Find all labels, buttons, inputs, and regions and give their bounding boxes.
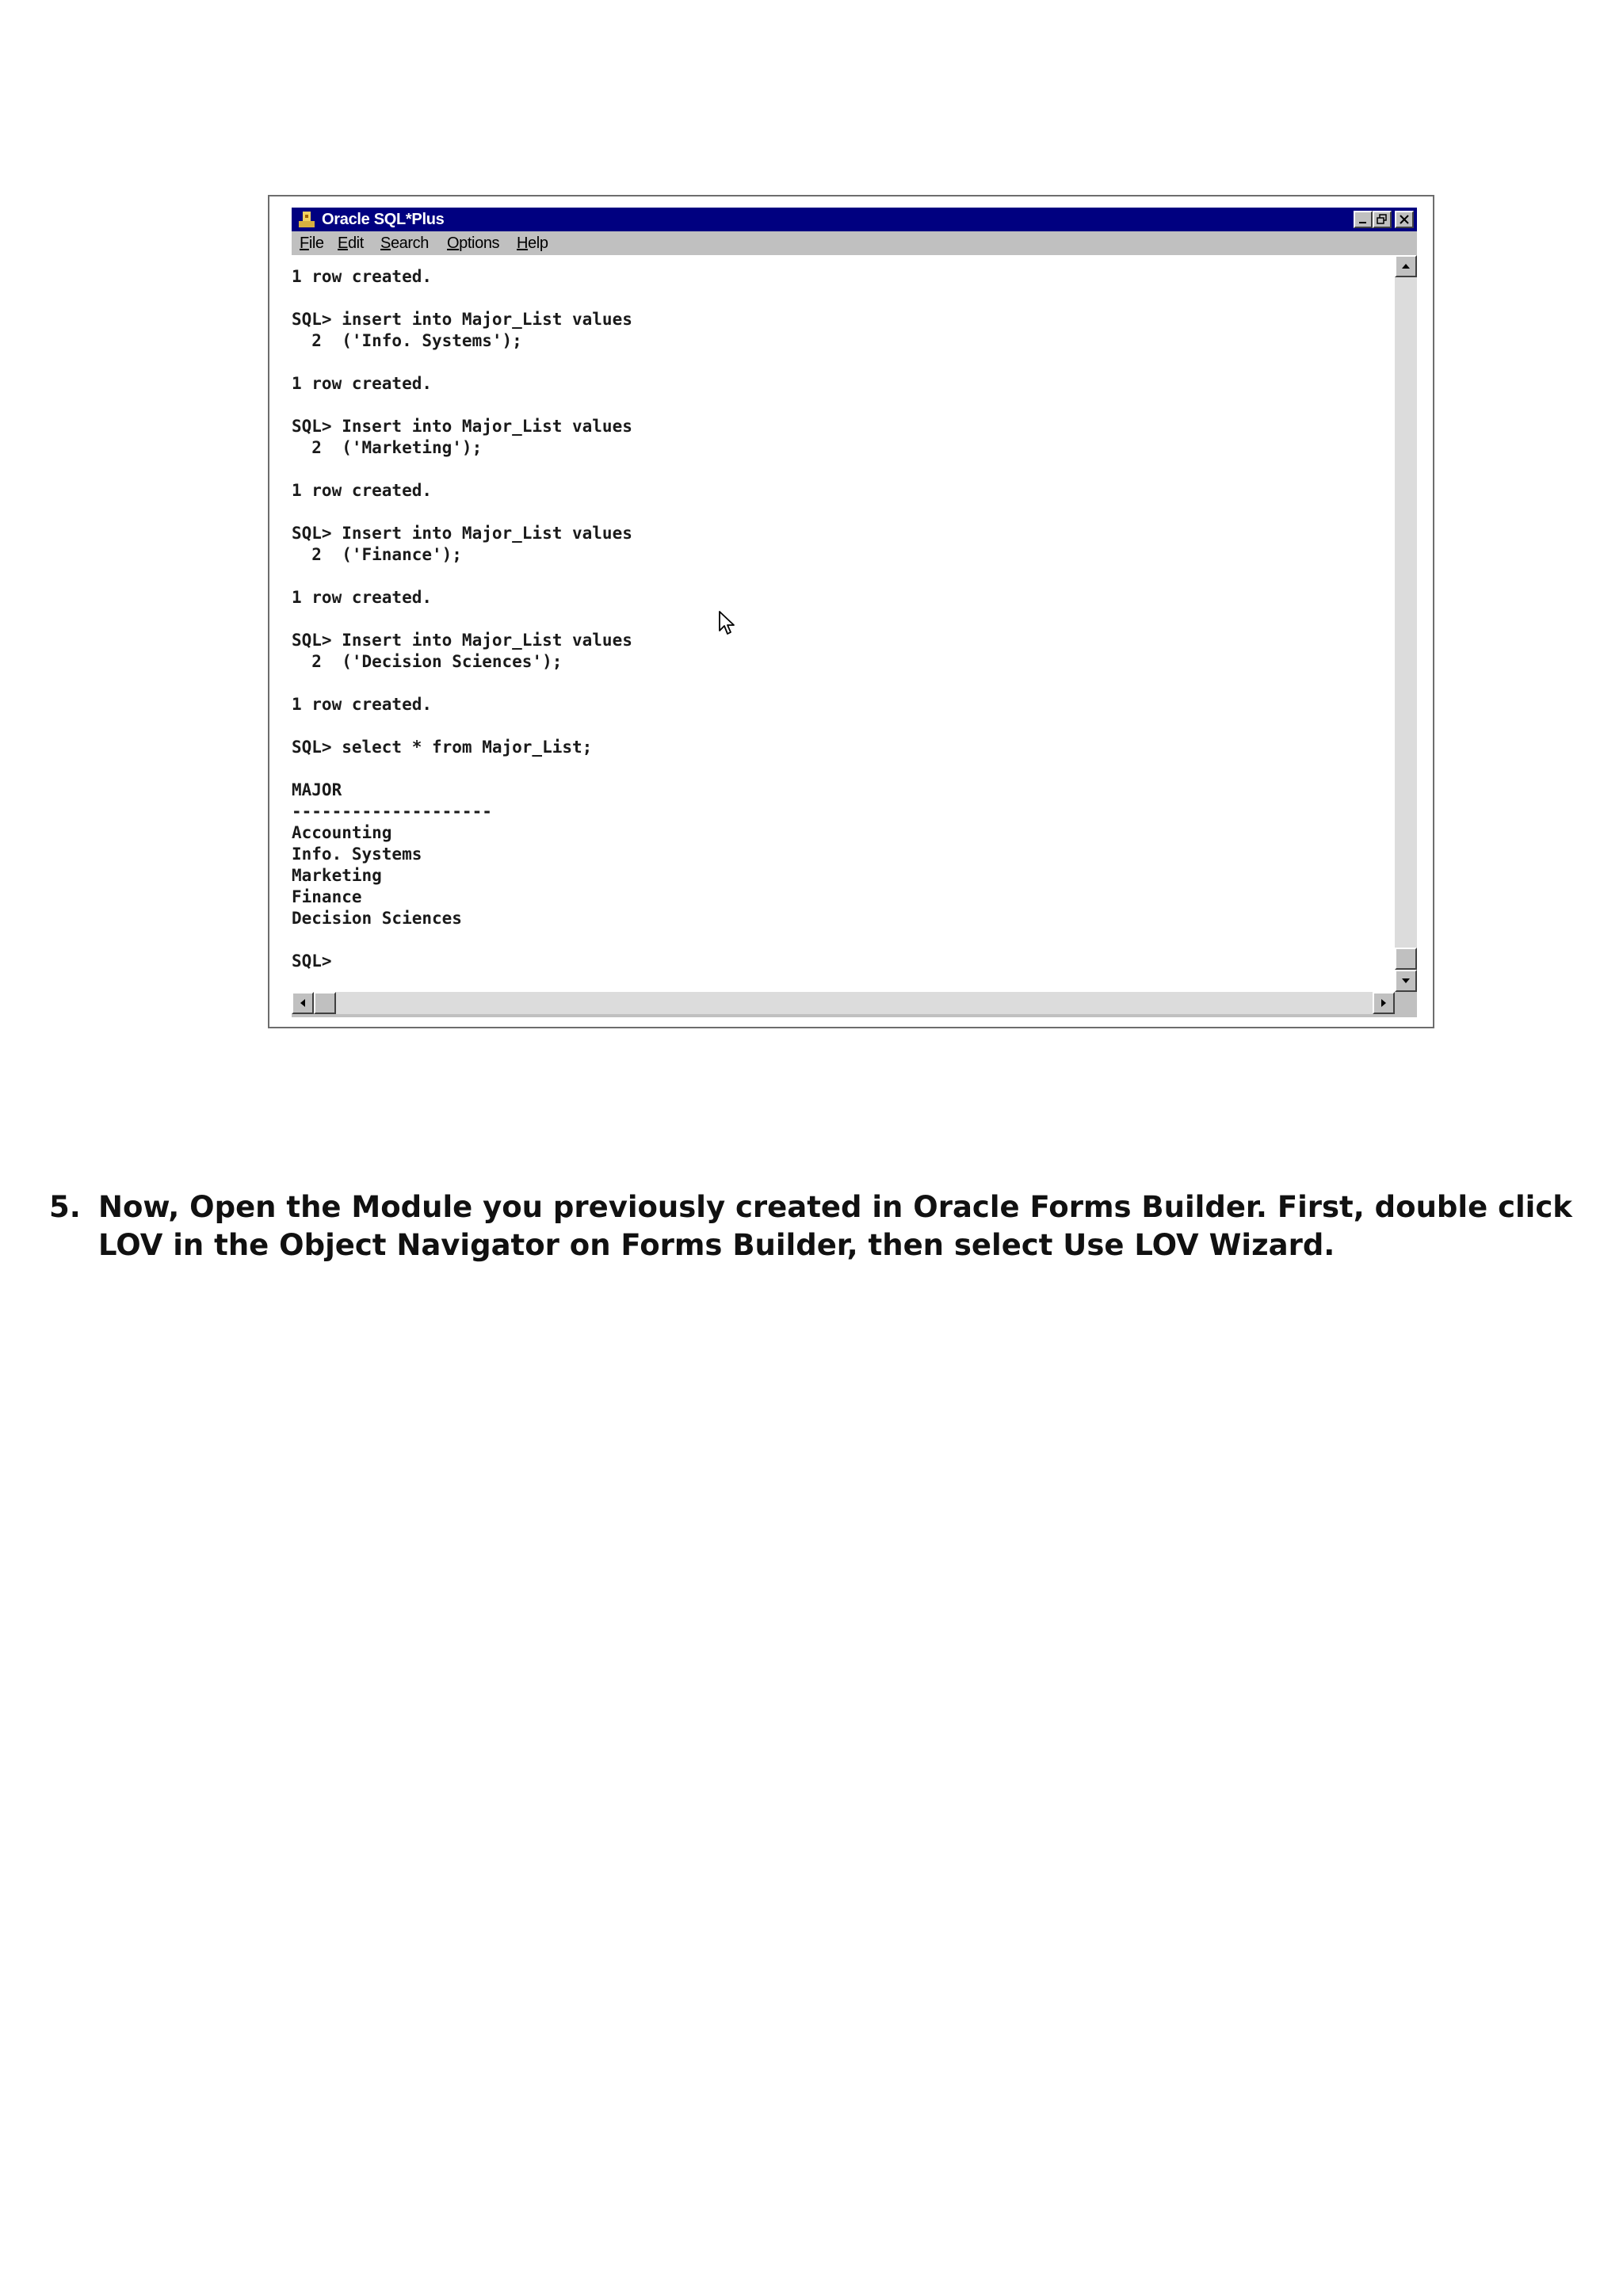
menu-file[interactable]: File [300, 235, 324, 252]
step-text: Now, Open the Module you previously created in Oracle Forms Builder. First, double click LOV in the Object Navigator on Forms Builder, then select Use LOV Wizard. [98, 1190, 1572, 1262]
console-output: 1 row created. SQL> insert into Major_List values 2 ('Info. Systems'); 1 row created. SQL> Insert into Major_List values 2 ('Marketing'); 1 row created. SQL> Insert into Major_List values 2 ('Finance'); 1 row created. SQL> Insert into Major_List values 2 ('Decision Sciences'); 1 row created. SQL> select * from Major_List; MAJOR -------------------- Accounting Info. Systems Marketing Finance Decision Sciences SQL> [292, 267, 632, 971]
scroll-down-button[interactable] [1395, 970, 1417, 992]
hscroll-thumb[interactable] [314, 992, 336, 1014]
step-number: 5. [49, 1190, 81, 1224]
arrow-down-icon [1396, 971, 1415, 990]
scroll-thumb[interactable] [1395, 948, 1417, 970]
menu-edit[interactable]: Edit [338, 235, 364, 252]
scroll-left-button[interactable] [292, 992, 314, 1014]
restore-icon [1374, 212, 1390, 227]
close-button[interactable] [1395, 211, 1414, 228]
scroll-up-button[interactable] [1395, 255, 1417, 277]
restore-button[interactable] [1373, 211, 1392, 228]
vertical-scrollbar[interactable] [1395, 255, 1417, 992]
mouse-cursor-icon [718, 610, 735, 637]
minimize-button[interactable] [1354, 211, 1373, 228]
console-area[interactable] [292, 255, 1395, 992]
minimize-icon [1355, 212, 1371, 227]
sqlplus-app-icon [296, 210, 317, 229]
title-bar[interactable] [292, 208, 1417, 231]
arrow-left-icon [293, 994, 312, 1013]
horizontal-scrollbar[interactable] [292, 992, 1395, 1014]
screenshot-frame [268, 195, 1434, 1028]
arrow-up-icon [1396, 257, 1415, 276]
sqlplus-window [292, 208, 1417, 1017]
menu-options[interactable]: Options [447, 235, 500, 252]
size-grip[interactable] [1395, 992, 1417, 1014]
menu-search[interactable]: Search [380, 235, 429, 252]
window-title: Oracle SQL*Plus [322, 211, 445, 228]
menu-help[interactable]: Help [517, 235, 548, 252]
arrow-right-icon [1374, 994, 1393, 1013]
close-icon [1396, 212, 1412, 227]
scroll-right-button[interactable] [1373, 992, 1395, 1014]
menu-bar [292, 231, 1417, 255]
